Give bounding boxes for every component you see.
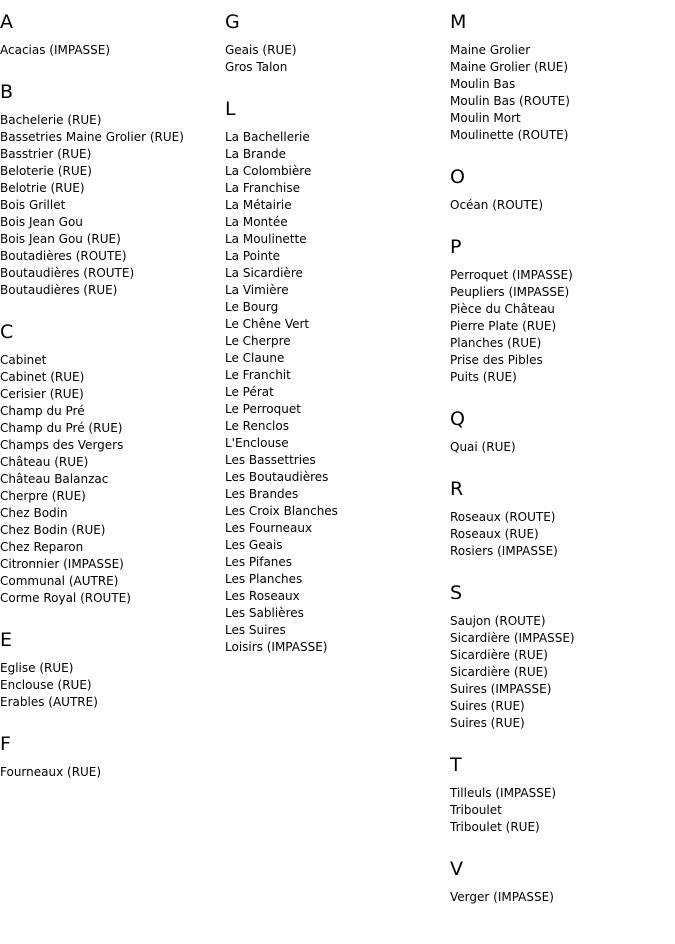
index-column [450, 11, 675, 906]
street-entry: La Colombière [225, 164, 312, 178]
street-entry: Les Brandes [225, 487, 299, 501]
street-entry: Sicardière (RUE) [450, 665, 548, 679]
street-entry: Les Sablières [225, 606, 304, 620]
street-entry: Quai (RUE) [450, 440, 516, 454]
section-spacer [0, 607, 225, 629]
street-list [0, 112, 225, 299]
street-list [225, 129, 450, 656]
street-entry: Roseaux (RUE) [450, 527, 539, 541]
street-list [450, 889, 675, 906]
street-list [0, 660, 225, 711]
street-entry: Chez Bodin [0, 506, 68, 520]
street-entry: Château Balanzac [0, 472, 109, 486]
section-letter-heading: M [450, 11, 467, 33]
street-entry: La Bachellerie [225, 130, 310, 144]
street-entry: Puits (RUE) [450, 370, 517, 384]
street-entry: Bois Jean Gou [0, 215, 83, 229]
street-entry: La Brande [225, 147, 286, 161]
street-entry: Sicardière (RUE) [450, 648, 548, 662]
street-entry: Communal (AUTRE) [0, 574, 119, 588]
section-spacer [0, 299, 225, 321]
street-list [450, 267, 675, 386]
section-spacer [0, 711, 225, 733]
street-entry: Le Claune [225, 351, 285, 365]
street-entry: Rosiers (IMPASSE) [450, 544, 558, 558]
street-entry: Cherpre (RUE) [0, 489, 86, 503]
letter-section [450, 236, 675, 408]
street-entry: Les Roseaux [225, 589, 300, 603]
street-entry: Bassetries Maine Grolier (RUE) [0, 130, 184, 144]
street-entry: La Moulinette [225, 232, 307, 246]
section-letter-heading: Q [450, 408, 465, 430]
street-entry: Le Franchit [225, 368, 291, 382]
street-entry: Champ du Pré [0, 404, 85, 418]
street-entry: Le Chêne Vert [225, 317, 310, 331]
street-list [0, 352, 225, 607]
street-entry: Les Planches [225, 572, 303, 586]
street-entry: Suires (RUE) [450, 699, 525, 713]
street-entry: Bachelerie (RUE) [0, 113, 102, 127]
section-spacer [450, 456, 675, 478]
letter-section [0, 321, 225, 629]
street-entry: Les Geais [225, 538, 283, 552]
street-entry: Saujon (ROUTE) [450, 614, 546, 628]
section-letter-heading: P [450, 236, 462, 258]
street-entry: Perroquet (IMPASSE) [450, 268, 573, 282]
street-entry: Champs des Vergers [0, 438, 124, 452]
street-entry: Cabinet [0, 353, 47, 367]
street-entry: Cabinet (RUE) [0, 370, 85, 384]
street-entry: Château (RUE) [0, 455, 89, 469]
section-spacer [450, 386, 675, 408]
street-entry: Sicardière (IMPASSE) [450, 631, 575, 645]
street-entry: Le Pérat [225, 385, 274, 399]
street-entry: Les Croix Blanches [225, 504, 338, 518]
street-list [450, 785, 675, 836]
street-entry: Les Suires [225, 623, 286, 637]
letter-section [0, 11, 225, 81]
street-entry: Champ du Pré (RUE) [0, 421, 123, 435]
street-entry: La Pointe [225, 249, 281, 263]
street-entry: Maine Grolier [450, 43, 531, 57]
street-entry: Citronnier (IMPASSE) [0, 557, 124, 571]
street-entry: Suires (IMPASSE) [450, 682, 552, 696]
section-letter-heading: S [450, 582, 463, 604]
street-entry: Prise des Pibles [450, 353, 543, 367]
street-entry: Loisirs (IMPASSE) [225, 640, 328, 654]
street-entry: Bois Grillet [0, 198, 66, 212]
street-entry: Les Bassettries [225, 453, 316, 467]
street-entry: Chez Reparon [0, 540, 84, 554]
street-entry: Maine Grolier (RUE) [450, 60, 569, 74]
street-entry: Chez Bodin (RUE) [0, 523, 106, 537]
section-letter-heading: F [0, 733, 11, 755]
letter-section [450, 166, 675, 236]
street-list [0, 42, 225, 59]
street-entry: Suires (RUE) [450, 716, 525, 730]
street-entry: Boutaudières (RUE) [0, 283, 118, 297]
street-entry: Pierre Plate (RUE) [450, 319, 557, 333]
street-entry: Moulin Bas (ROUTE) [450, 94, 570, 108]
street-list [225, 42, 450, 76]
street-entry: Boutaudières (ROUTE) [0, 266, 135, 280]
section-letter-heading: E [0, 629, 13, 651]
street-entry: Les Fourneaux [225, 521, 313, 535]
street-list [450, 439, 675, 456]
street-list [450, 613, 675, 732]
street-entry: L'Enclouse [225, 436, 289, 450]
street-entry: Bois Jean Gou (RUE) [0, 232, 121, 246]
street-entry: La Sicardière [225, 266, 303, 280]
street-entry: Moulin Mort [450, 111, 521, 125]
street-entry: Tilleuls (IMPASSE) [450, 786, 557, 800]
index-column [0, 11, 225, 781]
section-letter-heading: L [225, 98, 236, 120]
street-entry: Geais (RUE) [225, 43, 297, 57]
street-entry: Erables (AUTRE) [0, 695, 98, 709]
street-entry: Le Bourg [225, 300, 279, 314]
letter-section [450, 478, 675, 582]
street-entry: Pièce du Château [450, 302, 555, 316]
street-entry: Cerisier (RUE) [0, 387, 84, 401]
street-entry: Le Renclos [225, 419, 289, 433]
street-entry: Belotrie (RUE) [0, 181, 85, 195]
street-entry: Moulin Bas [450, 77, 516, 91]
letter-section [450, 582, 675, 754]
street-entry: Le Perroquet [225, 402, 301, 416]
street-list [450, 509, 675, 560]
letter-section [225, 98, 450, 656]
street-entry: Gros Talon [225, 60, 288, 74]
street-entry: Basstrier (RUE) [0, 147, 92, 161]
street-entry: La Franchise [225, 181, 300, 195]
section-spacer [450, 214, 675, 236]
street-entry: Océan (ROUTE) [450, 198, 544, 212]
letter-section [0, 629, 225, 733]
section-spacer [450, 836, 675, 858]
letter-section [0, 733, 225, 781]
street-entry: Verger (IMPASSE) [450, 890, 554, 904]
section-spacer [450, 732, 675, 754]
street-entry: Le Cherpre [225, 334, 291, 348]
street-entry: Fourneaux (RUE) [0, 765, 102, 779]
street-entry: Planches (RUE) [450, 336, 542, 350]
street-entry: La Métairie [225, 198, 292, 212]
street-entry: Triboulet [450, 803, 502, 817]
section-letter-heading: C [0, 321, 14, 343]
street-entry: Les Boutaudières [225, 470, 329, 484]
letter-section [450, 11, 675, 166]
section-spacer [450, 144, 675, 166]
section-spacer [450, 560, 675, 582]
letter-section [450, 858, 675, 906]
street-entry: Enclouse (RUE) [0, 678, 92, 692]
street-entry: Triboulet (RUE) [450, 820, 540, 834]
section-spacer [225, 76, 450, 98]
street-entry: Beloterie (RUE) [0, 164, 92, 178]
section-letter-heading: V [450, 858, 463, 880]
street-entry: Boutadières (ROUTE) [0, 249, 127, 263]
street-entry: Acacias (IMPASSE) [0, 43, 111, 57]
street-entry: Eglise (RUE) [0, 661, 74, 675]
letter-section [0, 81, 225, 321]
street-entry: Moulinette (ROUTE) [450, 128, 569, 142]
street-entry: Les Pifanes [225, 555, 293, 569]
index-column [225, 11, 450, 656]
street-entry: Roseaux (ROUTE) [450, 510, 556, 524]
street-list [450, 42, 675, 144]
section-letter-heading: O [450, 166, 465, 188]
street-entry: Peupliers (IMPASSE) [450, 285, 570, 299]
letter-section [225, 11, 450, 98]
letter-section [450, 408, 675, 478]
street-entry: Corme Royal (ROUTE) [0, 591, 131, 605]
street-entry: La Vimière [225, 283, 289, 297]
street-list [450, 197, 675, 214]
street-entry: La Montée [225, 215, 288, 229]
section-letter-heading: B [0, 81, 14, 103]
section-letter-heading: T [450, 754, 462, 776]
section-letter-heading: R [450, 478, 464, 500]
section-letter-heading: G [225, 11, 240, 33]
street-list [0, 764, 225, 781]
section-spacer [0, 59, 225, 81]
section-letter-heading: A [0, 11, 13, 33]
letter-section [450, 754, 675, 858]
